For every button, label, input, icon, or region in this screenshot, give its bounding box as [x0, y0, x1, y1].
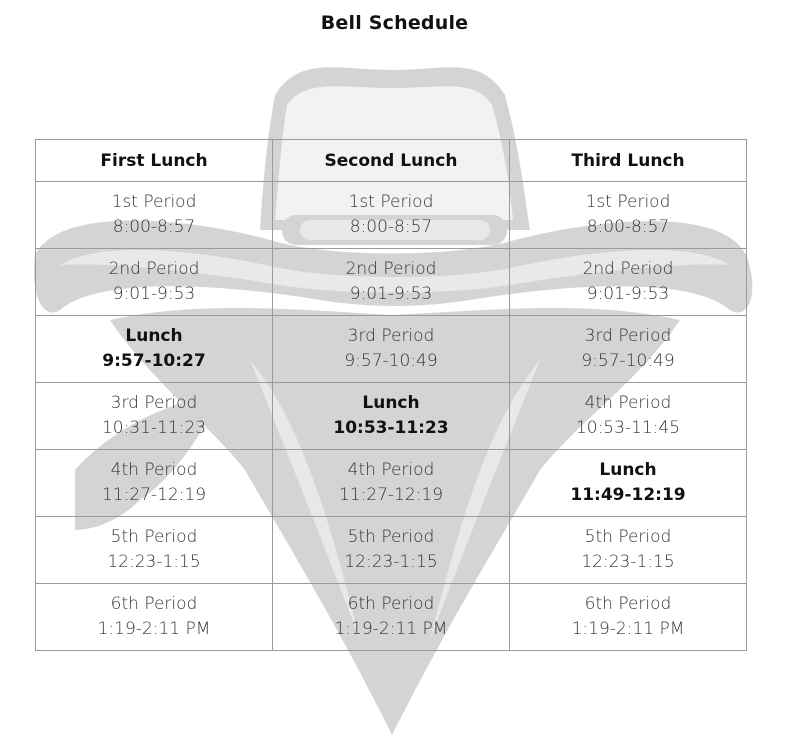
table-row [36, 517, 747, 584]
period-time: 11:27-12:19 [101, 485, 207, 505]
schedule-cell [36, 450, 273, 517]
period-time: 9:57-10:49 [581, 351, 675, 371]
schedule-cell [510, 584, 747, 651]
period-label: 3rd Period [110, 393, 198, 413]
period-label: 4th Period [584, 393, 672, 413]
period-label: 4th Period [110, 460, 198, 480]
period-time: 9:01-9:53 [586, 284, 670, 304]
page-title: Bell Schedule [320, 12, 469, 34]
period-label: 2nd Period [345, 259, 437, 279]
table-row [36, 383, 747, 450]
period-time: 8:00-8:57 [349, 217, 433, 237]
lunch-cell [273, 383, 510, 450]
period-label: 5th Period [584, 527, 672, 547]
period-label: 5th Period [347, 527, 435, 547]
period-time: 10:31-11:23 [101, 418, 207, 438]
period-time: 11:27-12:19 [338, 485, 444, 505]
bell-schedule-table [35, 139, 747, 651]
schedule-cell [36, 517, 273, 584]
period-time: 1:19-2:11 PM [334, 619, 448, 639]
period-time: 9:01-9:53 [349, 284, 433, 304]
header-row [36, 140, 747, 182]
period-label: 3rd Period [584, 326, 672, 346]
schedule-cell [510, 249, 747, 316]
schedule-cell [36, 182, 273, 249]
period-time: 1:19-2:11 PM [97, 619, 211, 639]
period-time: 12:23-1:15 [344, 552, 438, 572]
period-label: 1st Period [348, 192, 434, 212]
period-label: 2nd Period [108, 259, 200, 279]
period-time: 12:23-1:15 [581, 552, 675, 572]
table-row [36, 450, 747, 517]
period-label: Lunch [599, 460, 657, 480]
schedule-cell [510, 383, 747, 450]
schedule-cell [273, 316, 510, 383]
period-label: 6th Period [584, 594, 672, 614]
schedule-cell [510, 517, 747, 584]
period-time: 9:57-10:27 [102, 351, 206, 371]
period-time: 12:23-1:15 [107, 552, 201, 572]
schedule-cell [36, 584, 273, 651]
schedule-cell [510, 182, 747, 249]
period-time: 10:53-11:23 [333, 418, 449, 438]
table-row [36, 316, 747, 383]
period-label: Lunch [362, 393, 420, 413]
period-label: 6th Period [347, 594, 435, 614]
column-header-first-lunch: First Lunch [36, 140, 273, 182]
lunch-cell [36, 316, 273, 383]
period-label: 2nd Period [582, 259, 674, 279]
column-header-second-lunch: Second Lunch [273, 140, 510, 182]
schedule-cell [273, 182, 510, 249]
schedule-cell [273, 450, 510, 517]
schedule-cell [36, 383, 273, 450]
period-time: 1:19-2:11 PM [571, 619, 685, 639]
period-label: 1st Period [585, 192, 671, 212]
schedule-cell [510, 316, 747, 383]
table-row [36, 584, 747, 651]
period-time: 8:00-8:57 [586, 217, 670, 237]
period-label: 6th Period [110, 594, 198, 614]
period-time: 10:53-11:45 [575, 418, 681, 438]
period-label: 3rd Period [347, 326, 435, 346]
schedule-cell [273, 249, 510, 316]
period-label: 5th Period [110, 527, 198, 547]
table-row [36, 182, 747, 249]
lunch-cell [510, 450, 747, 517]
period-label: 1st Period [111, 192, 197, 212]
schedule-cell [36, 249, 273, 316]
period-time: 11:49-12:19 [570, 485, 686, 505]
period-time: 8:00-8:57 [112, 217, 196, 237]
column-header-third-lunch: Third Lunch [510, 140, 747, 182]
schedule-cell [273, 584, 510, 651]
period-label: Lunch [125, 326, 183, 346]
period-time: 9:01-9:53 [112, 284, 196, 304]
period-label: 4th Period [347, 460, 435, 480]
schedule-cell [273, 517, 510, 584]
table-row [36, 249, 747, 316]
period-time: 9:57-10:49 [344, 351, 438, 371]
